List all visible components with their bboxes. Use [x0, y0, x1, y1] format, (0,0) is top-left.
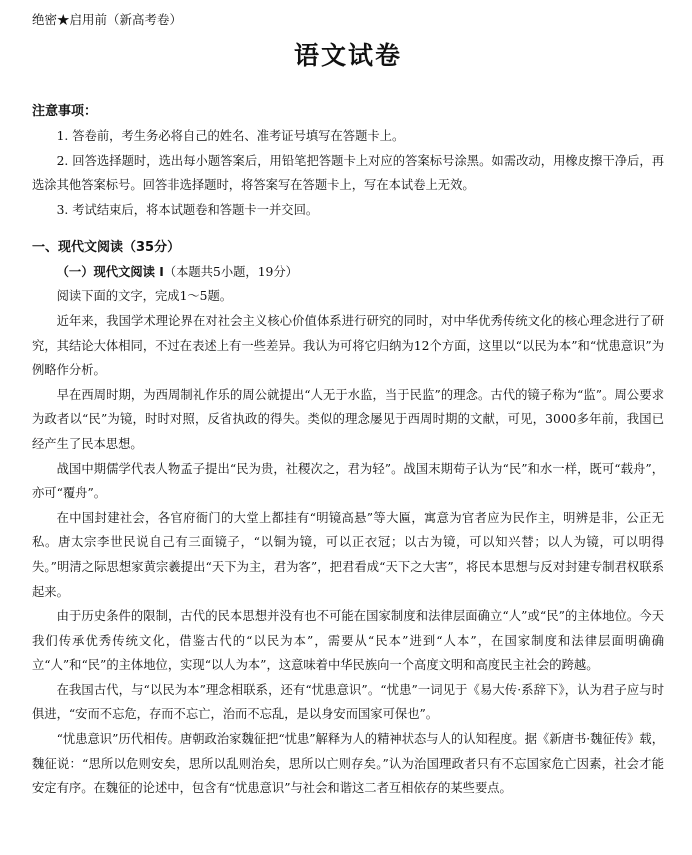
subsection-heading: [32, 260, 664, 284]
passage-paragraph: 早在西周时期，为西周制礼作乐的周公就提出“人无于水监，当于民监”的理念。古代的镜子称为“监”。周公要求为政者以“民”为镜，时时对照，反省执政的得失。类似的理念屡见于西周时期的文献，可见，3000多年前，我国已经产生了民本思想。: [32, 387, 664, 451]
section-gap: [32, 222, 664, 236]
subsection-note: （本题共5小题，19分）: [163, 265, 298, 280]
passage-paragraph: 在中国封建社会，各官府衙门的大堂上都挂有“明镜高悬”等大匾，寓意为官者应为民作主，明辨是非，公正无私。唐太宗李世民说自己有三面镜子，“以铜为镜，可以正衣冠；以古为镜，可以知兴替；以人为镜，可以明得失。”明清之际思想家黄宗羲提出“天下为主，君为客”，把君看成“天下之大害”，将民本思想与反对封建专制君权联系起来。: [32, 510, 664, 599]
section-heading: 一、现代文阅读（35分）: [32, 240, 181, 256]
notice-item-3: 3. 考试结束后，将本试题卷和答题卡一并交回。: [56, 202, 319, 217]
notice-heading: 注意事项：: [32, 104, 98, 119]
notice-item-1: 1. 答卷前，考生务必将自己的姓名、准考证号填写在答题卡上。: [56, 129, 405, 143]
passage-paragraph: 近年来，我国学术理论界在对社会主义核心价值体系进行研究的同时，对中华优秀传统文化的核心理念进行了研究，其结论大体相同，不过在表述上有一些差异。我认为可将它归纳为12个方面，这里以“以民为本”和“忧患意识”为例略作分析。: [32, 313, 664, 378]
subsection-title: （一）现代文阅读 I: [56, 265, 164, 280]
notice-item-2: 2. 回答选择题时，选出每小题答案后，用铅笔把答题卡上对应的答案标号涂黑。如需改动，用橡皮擦干净后，再选涂其他答案标号。回答非选择题时，将答案写在答题卡上，写在本试卷上无效。: [32, 153, 664, 193]
passage-paragraph: “忧患意识”历代相传。唐朝政治家魏征把“忧患”解释为人的精神状态与人的认知程度。据《新唐书·魏征传》载，魏征说：“思所以危则安矣，思所以乱则治矣，思所以亡则存矣。”认为治国理政者只有不忘国家危亡因素，社会才能安定有序。在魏征的论述中，包含有“忧患意识”与社会和谐这二者互相依存的某些要点。: [32, 732, 664, 796]
confidential-label: 绝密★启用前（新高考卷）: [32, 12, 183, 27]
passage-paragraph: 在我国古代，与“以民为本”理念相联系，还有“忧患意识”。“忧患”一词见于《易大传·系辞下》，认为君子应与时俱进，“安而不忘危，存而不忘亡，治而不忘乱，是以身安而国家可保也”。: [32, 682, 664, 722]
page-title: 语文试卷: [293, 41, 402, 70]
reading-instruction: 阅读下面的文字，完成1～5题。: [56, 289, 233, 304]
passage-paragraph: 战国中期儒学代表人物孟子提出“民为贵，社稷次之，君为轻”。战国末期荀子认为“民”和水一样，既可“载舟”，亦可“覆舟”。: [32, 461, 664, 501]
passage-paragraph: 由于历史条件的限制，古代的民本思想并没有也不可能在国家制度和法律层面确立“人”或“民”的主体地位。今天我们传承优秀传统文化，借鉴古代的“以民为本”，需要从“民本”进到“人本”，在国家制度和法律层面明确确立“人”和“民”的主体地位，实现“以人为本”，这意味着中华民族向一个高度文明和高度民主社会的跨越。: [32, 609, 664, 673]
